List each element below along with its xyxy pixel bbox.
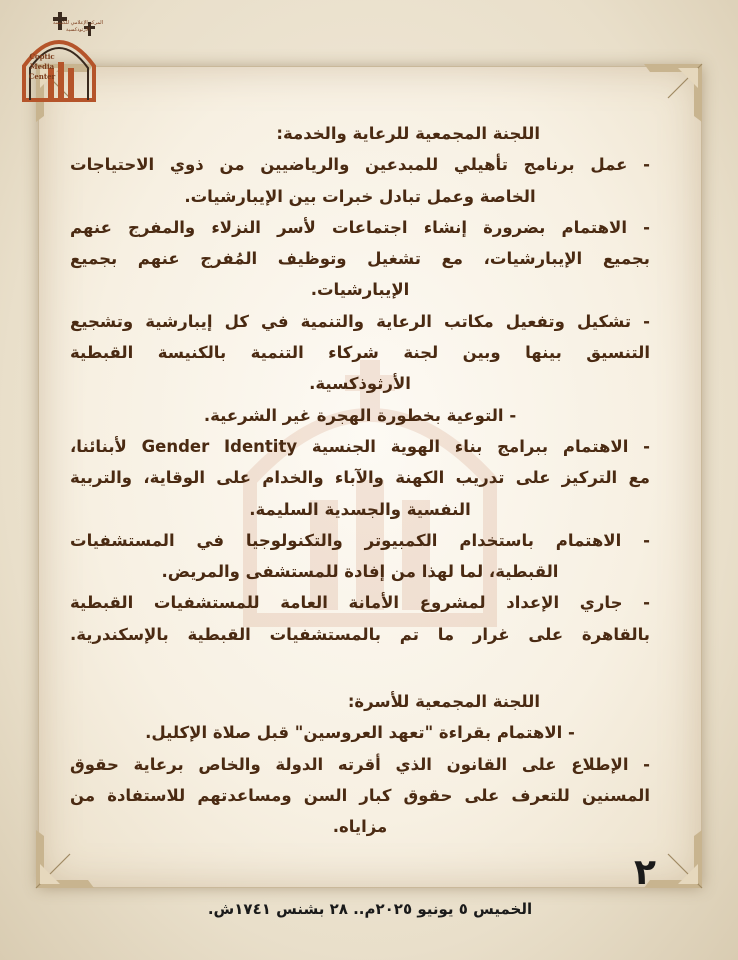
logo-caption <box>22 52 62 82</box>
body-line: مع التركيز على تدريب الكهنة والآباء والخدام على الوقاية، والتربية <box>70 468 650 488</box>
logo-caption-line: Media <box>29 62 55 71</box>
body-line: مزاياه. <box>332 817 388 837</box>
body-line: - الاهتمام بقراءة "تعهد العروسين" قبل صلاة الإكليل. <box>145 723 575 743</box>
body-line: بالقاهرة على غرار ما تم بالمستشفيات القبطية بالإسكندرية. <box>70 624 650 644</box>
section-title-care-service: اللجنة المجمعية للرعاية والخدمة: <box>276 124 540 143</box>
body-line: - عمل برنامج تأهيلي للمبدعين والرياضيين من ذوي الاحتياجات <box>70 155 650 175</box>
body-line: بجميع الإيبارشيات، مع تشغيل وتوظيف المُفرج عنهم بجميع <box>70 249 650 269</box>
footer-date: الخميس ٥ يونيو ٢٠٢٥م.. ٢٨ بشنس ١٧٤١ش. <box>207 900 533 918</box>
body-line: القبطية، لما لهذا من إفادة للمستشفى والمريض. <box>161 562 559 582</box>
logo-arabic-text: المركز الإعلامي للكنيسة الأرثوذكسية <box>52 20 104 33</box>
body-line: - التوعية بخطورة الهجرة غير الشرعية. <box>203 405 517 425</box>
body-line: التنسيق بينها وبين لجنة شركاء التنمية بالكنيسة القبطية <box>70 343 650 363</box>
body-line: الإيبارشيات. <box>310 280 410 300</box>
logo-caption-line: Center <box>28 72 56 81</box>
body-line: - تشكيل وتفعيل مكاتب الرعاية والتنمية في كل إيبارشية وتشجيع <box>70 311 650 331</box>
body-line: - الاهتمام بضرورة إنشاء اجتماعات لأسر النزلاء والمفرج عنهم <box>70 217 650 237</box>
body-line: النفسية والجسدية السليمة. <box>249 499 471 519</box>
page-number: ٢ <box>634 852 656 893</box>
body-line: الأرثوذكسية. <box>309 374 411 394</box>
body-line: المسنين للتعرف على حقوق كبار السن ومساعدتهم للاستفادة من <box>70 785 650 805</box>
document-body <box>70 118 650 843</box>
body-line: - الاهتمام ببرامج بناء الهوية الجنسية Gender Identity لأبنائنا، <box>70 436 651 456</box>
logo-caption-line: Coptic <box>29 52 55 61</box>
body-line: الخاصة وعمل تبادل خبرات بين الإيبارشيات. <box>184 186 536 206</box>
body-line: - الإطلاع على القانون الذي أقرته الدولة والخاص برعاية حقوق <box>70 754 650 774</box>
section-title-family: اللجنة المجمعية للأسرة: <box>347 692 540 712</box>
body-line: - الاهتمام باستخدام الكمبيوتر والتكنولوجيا في المستشفيات <box>70 530 650 550</box>
section-spacer <box>70 650 650 686</box>
body-line: - جاري الإعداد لمشروع الأمانة العامة للمستشفيات القبطية <box>70 593 650 613</box>
